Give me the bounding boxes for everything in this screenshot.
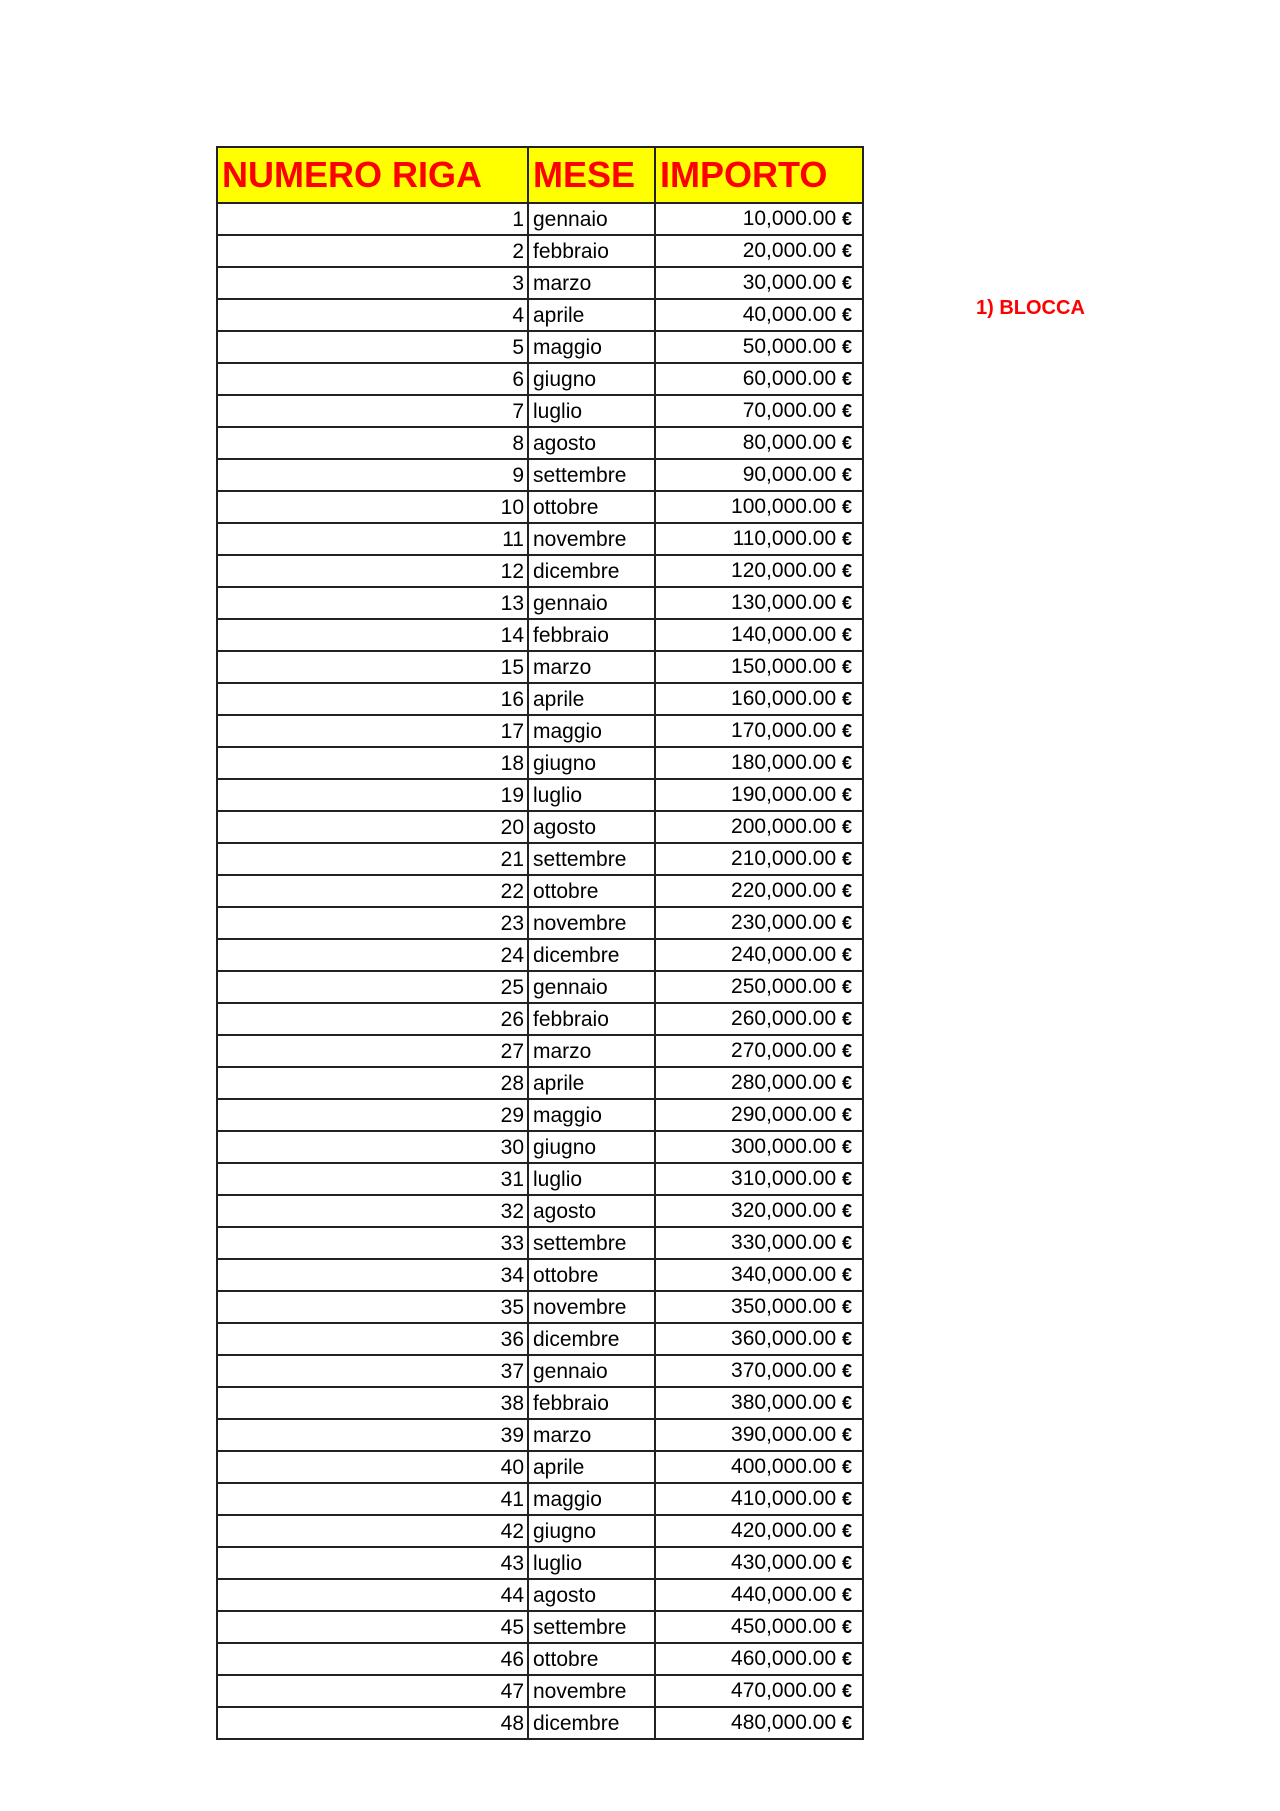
cell-mese[interactable]: dicembre [528,1323,655,1355]
cell-importo[interactable] [655,1355,863,1387]
cell-numero-riga[interactable]: 8 [217,427,528,459]
importo-value: 50,000.00 [742,335,837,358]
cell-importo[interactable] [655,971,863,1003]
euro-symbol: € [841,977,852,997]
importo-value: 430,000.00 [731,1551,837,1574]
importo-value: 180,000.00 [731,751,837,774]
cell-mese[interactable]: agosto [528,811,655,843]
cell-numero-riga[interactable]: 31 [217,1163,528,1195]
euro-symbol: € [841,561,852,581]
cell-importo[interactable] [655,1643,863,1675]
header-numero-riga[interactable]: NUMERO RIGA [217,147,528,203]
cell-mese[interactable]: giugno [528,363,655,395]
euro-symbol: € [841,209,852,229]
cell-importo[interactable] [655,1035,863,1067]
cell-mese[interactable]: agosto [528,427,655,459]
cell-numero-riga[interactable]: 46 [217,1643,528,1675]
cell-mese[interactable]: settembre [528,1611,655,1643]
cell-importo[interactable] [655,683,863,715]
cell-importo[interactable] [655,395,863,427]
importo-value: 230,000.00 [731,911,837,934]
importo-value: 130,000.00 [731,591,837,614]
importo-value: 240,000.00 [731,943,837,966]
table-row [217,331,863,363]
cell-numero-riga[interactable]: 22 [217,875,528,907]
importo-value: 450,000.00 [731,1615,837,1638]
cell-importo[interactable] [655,1323,863,1355]
cell-mese[interactable]: luglio [528,1547,655,1579]
table-row [217,491,863,523]
cell-mese[interactable]: dicembre [528,939,655,971]
cell-mese[interactable]: marzo [528,1419,655,1451]
table-row [217,1099,863,1131]
cell-mese[interactable]: luglio [528,395,655,427]
cell-numero-riga[interactable]: 19 [217,779,528,811]
cell-numero-riga[interactable]: 9 [217,459,528,491]
cell-mese[interactable]: ottobre [528,491,655,523]
cell-numero-riga[interactable]: 1 [217,203,528,235]
euro-symbol: € [841,305,852,325]
cell-numero-riga[interactable]: 6 [217,363,528,395]
euro-symbol: € [841,465,852,485]
cell-mese[interactable]: novembre [528,1675,655,1707]
cell-numero-riga[interactable]: 40 [217,1451,528,1483]
euro-symbol: € [841,529,852,549]
table-row [217,203,863,235]
cell-importo[interactable] [655,1675,863,1707]
table-row [217,811,863,843]
importo-value: 390,000.00 [731,1423,837,1446]
cell-numero-riga[interactable]: 33 [217,1227,528,1259]
importo-value: 200,000.00 [731,815,837,838]
cell-importo[interactable] [655,779,863,811]
table-row [217,235,863,267]
cell-importo[interactable] [655,1451,863,1483]
importo-value: 90,000.00 [742,463,837,486]
importo-value: 460,000.00 [731,1647,837,1670]
euro-symbol: € [841,1329,852,1349]
importo-value: 350,000.00 [731,1295,837,1318]
importo-value: 160,000.00 [731,687,837,710]
cell-importo[interactable] [655,299,863,331]
cell-mese[interactable]: maggio [528,331,655,363]
importo-value: 310,000.00 [731,1167,837,1190]
importo-value: 40,000.00 [742,303,837,326]
cell-numero-riga[interactable]: 44 [217,1579,528,1611]
importo-value: 370,000.00 [731,1359,837,1382]
euro-symbol: € [841,1201,852,1221]
cell-numero-riga[interactable]: 23 [217,907,528,939]
cell-numero-riga[interactable]: 41 [217,1483,528,1515]
table-row [217,1707,863,1739]
importo-value: 340,000.00 [731,1263,837,1286]
cell-mese[interactable]: ottobre [528,1643,655,1675]
cell-importo[interactable] [655,1515,863,1547]
cell-numero-riga[interactable]: 48 [217,1707,528,1739]
importo-value: 100,000.00 [731,495,837,518]
cell-importo[interactable] [655,1003,863,1035]
cell-numero-riga[interactable]: 37 [217,1355,528,1387]
importo-value: 20,000.00 [742,239,837,262]
cell-mese[interactable]: febbraio [528,235,655,267]
cell-mese[interactable]: maggio [528,1483,655,1515]
cell-mese[interactable]: marzo [528,651,655,683]
table-row [217,1483,863,1515]
table-row [217,1003,863,1035]
table-row [217,683,863,715]
importo-value: 300,000.00 [731,1135,837,1158]
importo-value: 480,000.00 [731,1711,837,1734]
cell-mese[interactable]: luglio [528,1163,655,1195]
cell-numero-riga[interactable]: 20 [217,811,528,843]
cell-importo[interactable] [655,619,863,651]
cell-importo[interactable] [655,491,863,523]
table-row [217,267,863,299]
euro-symbol: € [841,1105,852,1125]
cell-mese[interactable]: gennaio [528,971,655,1003]
cell-importo[interactable] [655,1163,863,1195]
cell-mese[interactable]: aprile [528,683,655,715]
cell-numero-riga[interactable]: 43 [217,1547,528,1579]
euro-symbol: € [841,241,852,261]
table-row [217,1227,863,1259]
cell-importo[interactable] [655,1707,863,1739]
table-row [217,747,863,779]
importo-value: 470,000.00 [731,1679,837,1702]
cell-numero-riga[interactable]: 18 [217,747,528,779]
cell-numero-riga[interactable]: 7 [217,395,528,427]
table-row [217,1067,863,1099]
table-row [217,1547,863,1579]
cell-importo[interactable] [655,747,863,779]
cell-importo[interactable] [655,331,863,363]
cell-mese[interactable]: maggio [528,1099,655,1131]
euro-symbol: € [841,1009,852,1029]
cell-importo[interactable] [655,587,863,619]
cell-mese[interactable]: settembre [528,843,655,875]
cell-mese[interactable]: aprile [528,1067,655,1099]
cell-mese[interactable]: dicembre [528,1707,655,1739]
euro-symbol: € [841,1681,852,1701]
cell-mese[interactable]: aprile [528,1451,655,1483]
table-row [217,555,863,587]
cell-mese[interactable]: marzo [528,1035,655,1067]
importo-value: 60,000.00 [742,367,837,390]
cell-numero-riga[interactable]: 27 [217,1035,528,1067]
cell-importo[interactable] [655,1611,863,1643]
cell-numero-riga[interactable]: 24 [217,939,528,971]
cell-importo[interactable] [655,651,863,683]
euro-symbol: € [841,753,852,773]
cell-importo[interactable] [655,1259,863,1291]
euro-symbol: € [841,1649,852,1669]
cell-mese[interactable]: settembre [528,1227,655,1259]
cell-numero-riga[interactable]: 47 [217,1675,528,1707]
euro-symbol: € [841,1137,852,1157]
cell-numero-riga[interactable]: 17 [217,715,528,747]
cell-importo[interactable] [655,1579,863,1611]
cell-importo[interactable] [655,1419,863,1451]
cell-importo[interactable] [655,939,863,971]
table-row [217,715,863,747]
importo-value: 400,000.00 [731,1455,837,1478]
table-row [217,1675,863,1707]
cell-mese[interactable]: dicembre [528,555,655,587]
cell-importo[interactable] [655,1227,863,1259]
euro-symbol: € [841,593,852,613]
euro-symbol: € [841,1265,852,1285]
cell-numero-riga[interactable]: 12 [217,555,528,587]
importo-value: 210,000.00 [731,847,837,870]
euro-symbol: € [841,657,852,677]
euro-symbol: € [841,1457,852,1477]
euro-symbol: € [841,785,852,805]
table-row [217,1163,863,1195]
euro-symbol: € [841,1489,852,1509]
cell-numero-riga[interactable]: 35 [217,1291,528,1323]
euro-symbol: € [841,1073,852,1093]
importo-value: 30,000.00 [742,271,837,294]
euro-symbol: € [841,881,852,901]
importo-value: 150,000.00 [731,655,837,678]
cell-importo[interactable] [655,1067,863,1099]
data-table [216,146,864,1740]
euro-symbol: € [841,369,852,389]
cell-mese[interactable]: gennaio [528,587,655,619]
header-row [217,147,863,203]
table-row [217,939,863,971]
cell-importo[interactable] [655,1099,863,1131]
euro-symbol: € [841,817,852,837]
cell-mese[interactable]: febbraio [528,1387,655,1419]
table-row [217,843,863,875]
cell-mese[interactable]: novembre [528,1291,655,1323]
cell-mese[interactable]: novembre [528,907,655,939]
importo-value: 330,000.00 [731,1231,837,1254]
cell-numero-riga[interactable]: 11 [217,523,528,555]
euro-symbol: € [841,1713,852,1733]
euro-symbol: € [841,945,852,965]
euro-symbol: € [841,849,852,869]
cell-mese[interactable]: aprile [528,299,655,331]
cell-mese[interactable]: luglio [528,779,655,811]
euro-symbol: € [841,1425,852,1445]
cell-numero-riga[interactable]: 10 [217,491,528,523]
importo-value: 290,000.00 [731,1103,837,1126]
cell-numero-riga[interactable]: 4 [217,299,528,331]
table-row [217,1131,863,1163]
importo-value: 440,000.00 [731,1583,837,1606]
cell-numero-riga[interactable]: 25 [217,971,528,1003]
euro-symbol: € [841,1041,852,1061]
table-row [217,587,863,619]
table-row [217,1451,863,1483]
euro-symbol: € [841,273,852,293]
cell-numero-riga[interactable]: 39 [217,1419,528,1451]
importo-value: 220,000.00 [731,879,837,902]
importo-value: 140,000.00 [731,623,837,646]
cell-importo[interactable] [655,267,863,299]
header-mese[interactable]: MESE [528,147,655,203]
cell-numero-riga[interactable]: 34 [217,1259,528,1291]
cell-numero-riga[interactable]: 38 [217,1387,528,1419]
cell-numero-riga[interactable]: 13 [217,587,528,619]
importo-value: 380,000.00 [731,1391,837,1414]
importo-value: 110,000.00 [732,527,837,550]
euro-symbol: € [841,721,852,741]
importo-value: 270,000.00 [731,1039,837,1062]
table-row [217,1195,863,1227]
cell-numero-riga[interactable]: 45 [217,1611,528,1643]
cell-importo[interactable] [655,363,863,395]
cell-mese[interactable]: agosto [528,1579,655,1611]
euro-symbol: € [841,433,852,453]
cell-importo[interactable] [655,203,863,235]
cell-numero-riga[interactable]: 29 [217,1099,528,1131]
table-row [217,395,863,427]
euro-symbol: € [841,1169,852,1189]
table-row [217,459,863,491]
cell-importo[interactable] [655,1547,863,1579]
euro-symbol: € [841,1393,852,1413]
cell-mese[interactable]: agosto [528,1195,655,1227]
cell-mese[interactable]: settembre [528,459,655,491]
side-note: 1) BLOCCA [976,297,1085,319]
cell-mese[interactable]: gennaio [528,1355,655,1387]
importo-value: 260,000.00 [731,1007,837,1030]
cell-importo[interactable] [655,523,863,555]
table-row [217,427,863,459]
table-row [217,907,863,939]
table-row [217,1419,863,1451]
table-row [217,1035,863,1067]
table-row [217,299,863,331]
importo-value: 10,000.00 [742,207,837,230]
euro-symbol: € [841,689,852,709]
euro-symbol: € [841,401,852,421]
cell-importo[interactable] [655,1291,863,1323]
cell-mese[interactable]: giugno [528,1515,655,1547]
cell-numero-riga[interactable]: 2 [217,235,528,267]
euro-symbol: € [841,497,852,517]
importo-value: 250,000.00 [731,975,837,998]
cell-mese[interactable]: giugno [528,1131,655,1163]
table-row [217,1323,863,1355]
euro-symbol: € [841,1297,852,1317]
cell-numero-riga[interactable]: 32 [217,1195,528,1227]
euro-symbol: € [841,913,852,933]
cell-importo[interactable] [655,875,863,907]
table-row [217,651,863,683]
cell-importo[interactable] [655,907,863,939]
importo-value: 80,000.00 [742,431,837,454]
cell-mese[interactable]: ottobre [528,875,655,907]
table-row [217,1611,863,1643]
table-row [217,1259,863,1291]
table-row [217,971,863,1003]
cell-importo[interactable] [655,715,863,747]
cell-mese[interactable]: marzo [528,267,655,299]
table-row [217,523,863,555]
table-row [217,1355,863,1387]
importo-value: 320,000.00 [731,1199,837,1222]
cell-importo[interactable] [655,427,863,459]
cell-numero-riga[interactable]: 36 [217,1323,528,1355]
table-row [217,1387,863,1419]
cell-numero-riga[interactable]: 26 [217,1003,528,1035]
table-row [217,1643,863,1675]
cell-numero-riga[interactable]: 42 [217,1515,528,1547]
table-row [217,1291,863,1323]
importo-value: 420,000.00 [731,1519,837,1542]
cell-importo[interactable] [655,555,863,587]
table-row [217,619,863,651]
euro-symbol: € [841,1521,852,1541]
cell-numero-riga[interactable]: 21 [217,843,528,875]
importo-value: 280,000.00 [731,1071,837,1094]
cell-numero-riga[interactable]: 30 [217,1131,528,1163]
table-row [217,875,863,907]
table-row [217,363,863,395]
cell-mese[interactable]: gennaio [528,203,655,235]
cell-mese[interactable]: febbraio [528,1003,655,1035]
euro-symbol: € [841,1553,852,1573]
cell-mese[interactable]: novembre [528,523,655,555]
cell-mese[interactable]: febbraio [528,619,655,651]
cell-numero-riga[interactable]: 15 [217,651,528,683]
cell-numero-riga[interactable]: 28 [217,1067,528,1099]
importo-value: 70,000.00 [742,399,837,422]
euro-symbol: € [841,625,852,645]
cell-mese[interactable]: ottobre [528,1259,655,1291]
cell-importo[interactable] [655,843,863,875]
cell-mese[interactable]: maggio [528,715,655,747]
table-body [217,203,863,1739]
euro-symbol: € [841,337,852,357]
header-importo[interactable]: IMPORTO [655,147,863,203]
euro-symbol: € [841,1617,852,1637]
importo-value: 170,000.00 [731,719,837,742]
cell-importo[interactable] [655,1483,863,1515]
table-row [217,1579,863,1611]
euro-symbol: € [841,1585,852,1605]
cell-numero-riga[interactable]: 16 [217,683,528,715]
table-row [217,779,863,811]
importo-value: 190,000.00 [731,783,837,806]
euro-symbol: € [841,1233,852,1253]
importo-value: 410,000.00 [731,1487,837,1510]
cell-importo[interactable] [655,1387,863,1419]
euro-symbol: € [841,1361,852,1381]
importo-value: 120,000.00 [731,559,837,582]
cell-importo[interactable] [655,235,863,267]
cell-numero-riga[interactable]: 5 [217,331,528,363]
cell-importo[interactable] [655,1195,863,1227]
cell-importo[interactable] [655,811,863,843]
cell-mese[interactable]: giugno [528,747,655,779]
cell-numero-riga[interactable]: 3 [217,267,528,299]
cell-importo[interactable] [655,459,863,491]
cell-numero-riga[interactable]: 14 [217,619,528,651]
cell-importo[interactable] [655,1131,863,1163]
importo-value: 360,000.00 [731,1327,837,1350]
table-row [217,1515,863,1547]
